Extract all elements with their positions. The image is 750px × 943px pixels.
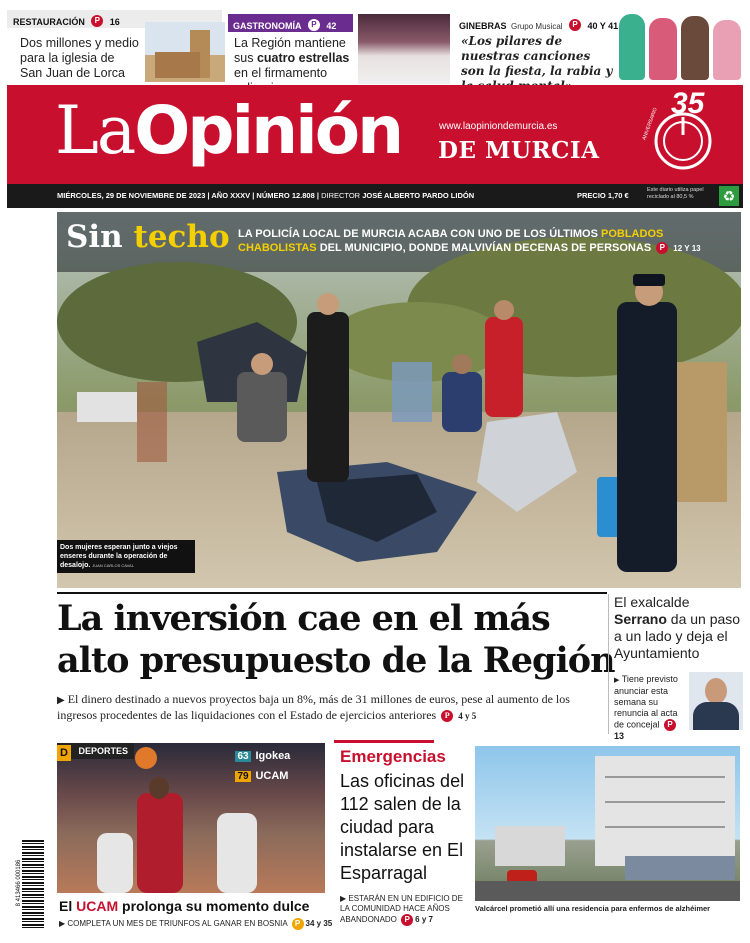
masthead-url: www.laopiniondemurcia.es	[439, 121, 558, 132]
teaser-text: Dos millones y medio para la iglesia de San Juan de Lorca	[20, 36, 139, 80]
church-photo	[145, 22, 225, 82]
triangle-bullet-icon: ▶	[57, 695, 65, 706]
sports-headline: El UCAM prolonga su momento dulce	[59, 898, 310, 914]
photo-caption: Dos mujeres esperan junto a viejos enseres durante la operación de desalojo. JUAN CARLOS CAVAL	[57, 540, 195, 573]
anniversary-number: 35	[671, 87, 705, 120]
page-marker-icon: P	[441, 710, 453, 722]
side-sub: ▶ Tiene previsto anunciar esta semana su renuncia al acta de concejal P 13	[614, 674, 678, 741]
building-caption: Valcárcel prometió allí una residencia para enfermos de alzhéimer	[475, 904, 711, 913]
teaser-page: 40 Y 41	[587, 21, 619, 31]
anniversary-word: ANIVERSARIO	[641, 106, 659, 142]
triangle-bullet-icon: ▶	[340, 894, 347, 903]
main-headline-line-2: alto presupuesto de la Región	[57, 640, 615, 681]
side-story[interactable]	[608, 594, 742, 741]
teaser-subtag: Grupo Musical	[510, 22, 563, 31]
price: PRECIO 1,70 €	[577, 191, 629, 200]
triangle-bullet-icon: ▶	[59, 919, 66, 929]
issue-info: MIÉRCOLES, 29 DE NOVIEMBRE DE 2023 | AÑO XXXV | NÚMERO 12.808 | DIRECTOR JOSÉ ALBERTO PARDO LIDÓN	[57, 191, 475, 200]
recycle-icon: ♻	[719, 186, 739, 206]
page-marker-icon: P	[664, 719, 676, 731]
photo-deck: LA POLICÍA LOCAL DE MURCIA ACABA CON UNO DE LOS ÚLTIMOS POBLADOS CHABOLISTAS DEL MUNICIPIO, DONDE MALVIVÍAN DECENAS DE PERSONAS P 12 Y 13	[238, 228, 701, 254]
teaser-text: La Región mantiene sus cuatro estrellas en el firmamento	[234, 36, 350, 80]
barcode: 8 413466 000186	[10, 840, 44, 930]
sports-story[interactable]	[57, 743, 333, 933]
page-marker-icon: P	[569, 19, 581, 31]
score-igokea: 63 Igokea	[235, 746, 290, 764]
teaser-page: 42	[326, 21, 337, 31]
masthead	[7, 85, 743, 184]
page-marker-icon: P	[292, 918, 304, 930]
emergency-headline: Las oficinas del 112 salen de la ciudad para instalarse en El Esparragal	[340, 771, 465, 883]
band-photo	[615, 10, 743, 82]
eviction-photo	[57, 212, 741, 588]
teaser-tag: GASTRONOMÍA	[233, 21, 302, 31]
page-marker-icon: P	[308, 19, 320, 31]
main-headline-line-1: La inversión cae en el más	[57, 598, 550, 639]
side-headline: El exalcalde Serrano da un paso a un lado y deja el Ayuntamiento	[614, 594, 741, 661]
teaser-ginebras[interactable]	[455, 14, 745, 84]
main-story-divider	[57, 592, 607, 594]
score-ucam: 79 UCAM	[235, 766, 288, 784]
emergency-rule	[334, 740, 434, 743]
politician-photo	[689, 672, 743, 730]
building-photo	[475, 746, 740, 901]
chefs-photo	[358, 14, 450, 84]
triangle-bullet-icon: ▶	[614, 677, 620, 684]
teaser-tag: GINEBRAS	[459, 21, 507, 31]
masthead-title: LaOpinión	[55, 92, 402, 169]
main-subheadline: ▶ El dinero destinado a nuevos proyectos baja un 8%, más de 31 millones de euros, pese al aumento de los ingresos procedentes de las liquidaciones con el Estado de ejercicios anteriores P 4 y 5	[57, 692, 570, 722]
teaser-restauracion[interactable]	[7, 10, 222, 82]
teaser-quote: «Los pilares de nuestras canciones son la fiesta, la rabia y	[461, 34, 613, 78]
sports-section-label: D $^{DEPORTES}$	[57, 743, 134, 759]
recycle-note: Este diario utiliza papel reciclado al 80,5 %	[647, 187, 704, 200]
masthead-subtitle: DE MURCIA	[438, 137, 600, 164]
info-bar	[7, 184, 743, 208]
emergency-section: Emergencias	[340, 747, 446, 766]
teaser-tag: RESTAURACIÓN	[13, 17, 85, 27]
emergency-story[interactable]	[334, 740, 742, 935]
teaser-gastronomia[interactable]	[228, 14, 450, 82]
sports-sub: ▶ COMPLETA UN MES DE TRIUNFOS AL GANAR EN BOSNIA P 34 y 35	[59, 919, 333, 929]
photo-kicker: Sin techo	[66, 219, 230, 255]
anniversary-logo	[641, 87, 719, 177]
main-story[interactable]	[57, 598, 615, 738]
page-marker-icon: P	[656, 242, 668, 254]
page-marker-icon: P	[401, 914, 413, 926]
teaser-page: 16	[109, 17, 120, 27]
emergency-sub: ▶ ESTARÁN EN UN EDIFICIO DE LA COMUNIDAD HACE AÑOS ABANDONADO P 6 y 7	[340, 894, 463, 925]
page-marker-icon: P	[91, 15, 103, 27]
